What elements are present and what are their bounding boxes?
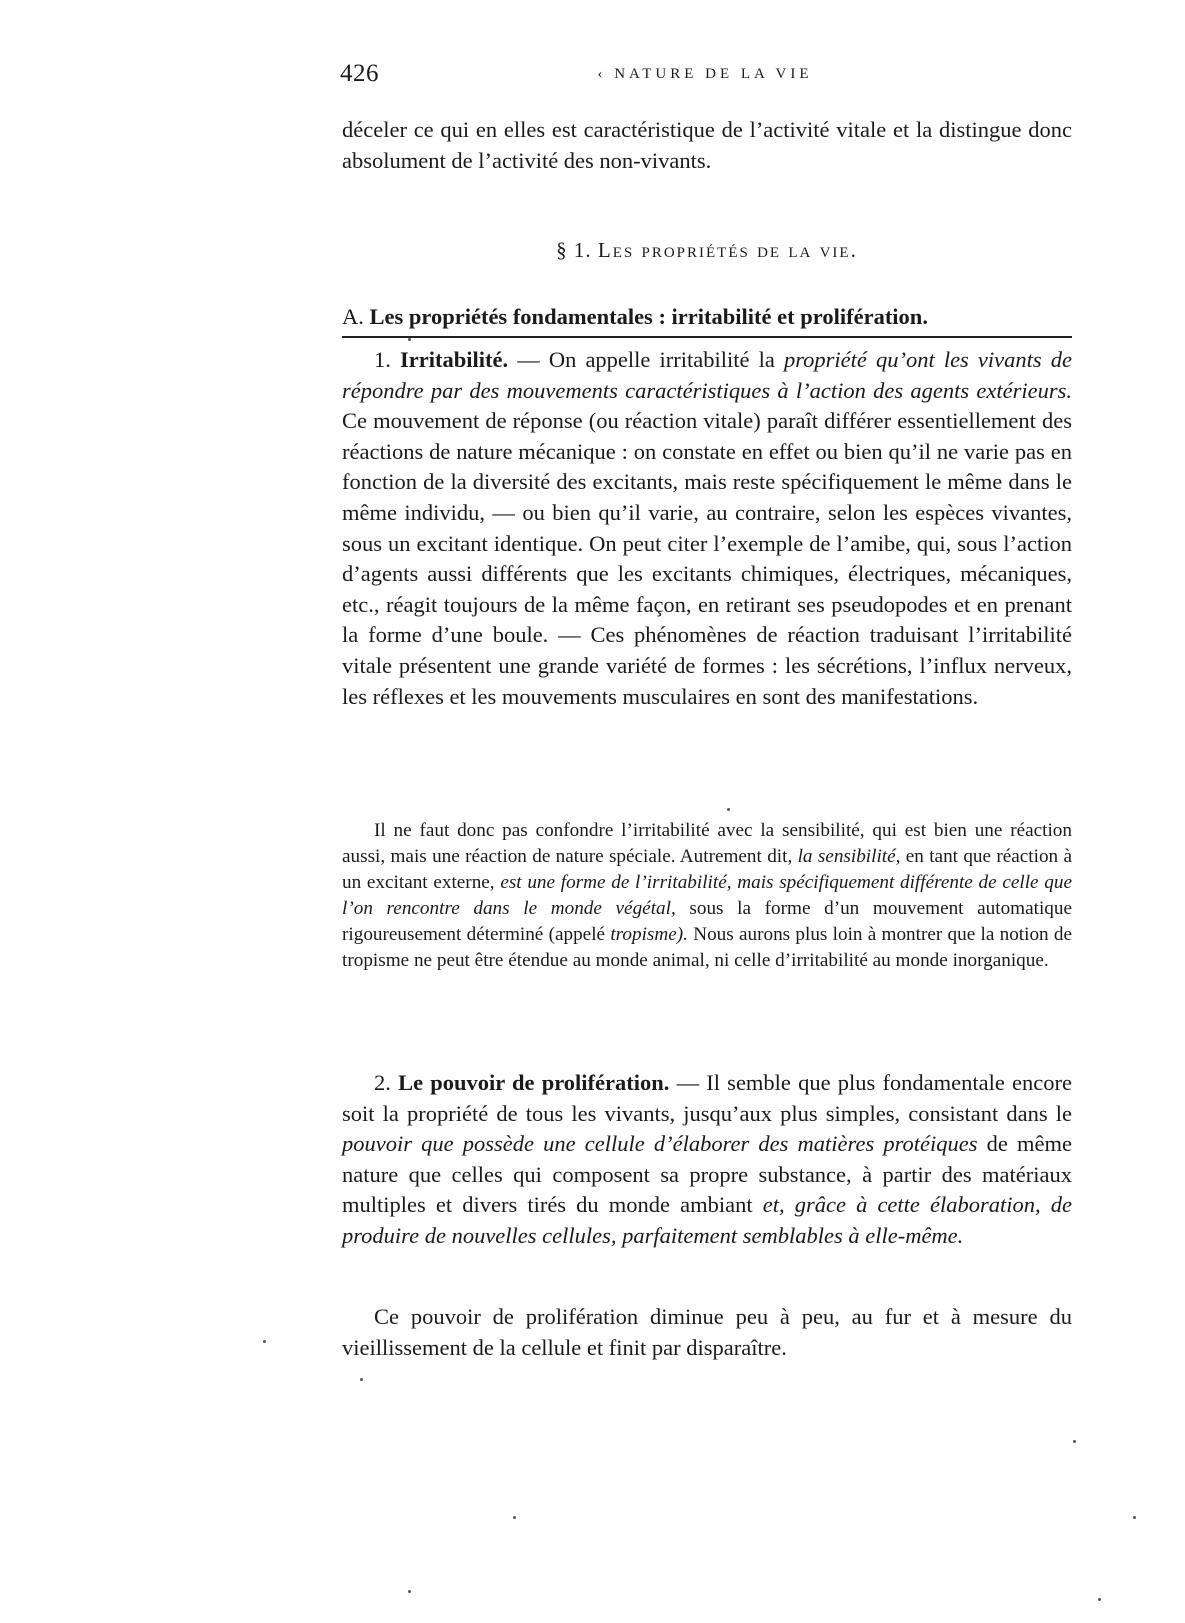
note-italic-3: tropisme). [610,924,688,945]
note-part-4: Nous aurons plus loin à montrer que la notion de tropisme ne peut être étendue au monde animal, ni celle d’irritabilité au monde inorganique. [342,924,1073,971]
note-part-1: Il ne faut donc pas confondre l’irritabilité avec la sensibilité, qui est bien une réaction aussi, mais une réaction de nature spéciale. Autrement dit, [342,820,1072,867]
intro-text: déceler ce qui en elles est caractéristique de l’activité vitale et la distingue donc absolument de l’activité des non-vivants. [342,117,1072,173]
proliferation-italic-1: pouvoir que possède une cellule d’élaborer des matières protéiques [342,1131,978,1157]
running-title: ‹ NATURE DE LA VIE [597,66,813,82]
irritabilite-definition: propriété qu’ont les vivants de répondre par des mouvements caractéristiques à l’action des agents extérieurs. [342,347,1073,403]
print-speck [1073,1440,1076,1443]
proliferation-term: Le pouvoir de prolifération. [398,1070,670,1095]
irritabilite-term: Irritabilité. [400,347,509,372]
print-speck [408,1590,411,1593]
proliferation-italic-2: et, grâce à cette élaboration, de produire de nouvelles cellules, parfaitement semblables à elle-même. [342,1192,1072,1248]
proliferation-part-2: de même nature que celles qui composent sa propre substance, à partir des matériaux multiples et divers tirés du monde ambiant [342,1131,1072,1218]
page-header [340,60,1070,92]
note-part-2: en tant que réaction à un excitant externe, [342,846,1073,893]
irritabilite-body: Ce mouvement de réponse (ou réaction vitale) paraît différer essentiellement des réactions de nature mécanique : on constate en effet ou bien qu’il ne varie pas en fonction de la diversité des excitants, mais reste spécifiquement le même dans le même individu, — ou bien qu’il varie, au contraire, selon les espèces vivantes, sous un excitant identique. On peut citer l’exemple de l’amibe, qui, sous l’action d’agents aussi différents que les excitants chimiques, électriques, mécaniques, etc., réagit toujours de la même façon, en retirant ses pseudopodes et en prenant la forme d’une boule. — Ces phénomènes de réaction traduisant l’irritabilité vitale présentent une grande variété de formes : les sécrétions, l’influx nerveux, les réflexes et les mouvements musculaires en sont des manifestations. [342,408,1072,709]
print-speck [263,1340,266,1343]
print-speck [727,808,730,811]
subsection-heading [342,302,1072,338]
irritabilite-dash: — On appelle irritabilité la [508,347,784,372]
note-paragraph [342,818,1072,974]
intro-paragraph [342,115,1072,176]
closing-paragraph [342,1302,1072,1363]
note-text [342,818,1072,974]
proliferation-part-1: — Il semble que plus fondamentale encore soit la propriété de tous les vivants, jusqu’aux plus simples, consistant dans le [342,1070,1073,1126]
note-part-3: sous la forme d’un mouvement automatique rigoureusement déterminé (appelé [342,898,1072,945]
section-number: § 1. [556,238,592,262]
proliferation-number: 2. [374,1070,391,1095]
print-speck [360,1378,363,1381]
irritabilite-number: 1. [374,347,391,372]
note-italic-1: la sensibilité, [797,846,901,867]
irritabilite-text [342,345,1072,712]
print-speck [1133,1516,1136,1519]
print-speck [408,338,411,341]
subsection-letter: A. [342,304,364,329]
page-number: 426 [340,60,379,87]
irritabilite-paragraph [342,345,1072,712]
print-speck [1098,1598,1101,1601]
print-speck [513,1516,516,1519]
section-title: Les propriétés de la vie. [597,238,858,262]
closing-text: Ce pouvoir de prolifération diminue peu à peu, au fur et à mesure du vieillissement de la cellule et finit par disparaître. [342,1304,1072,1360]
section-heading [342,238,1072,263]
proliferation-paragraph [342,1068,1072,1252]
proliferation-text [342,1068,1072,1252]
subsection-title: Les propriétés fondamentales : irritabilité et prolifération. [369,304,928,329]
note-italic-2: est une forme de l’irritabilité, mais spécifiquement différente de celle que l’on rencontre dans le monde végétal, [342,872,1072,919]
